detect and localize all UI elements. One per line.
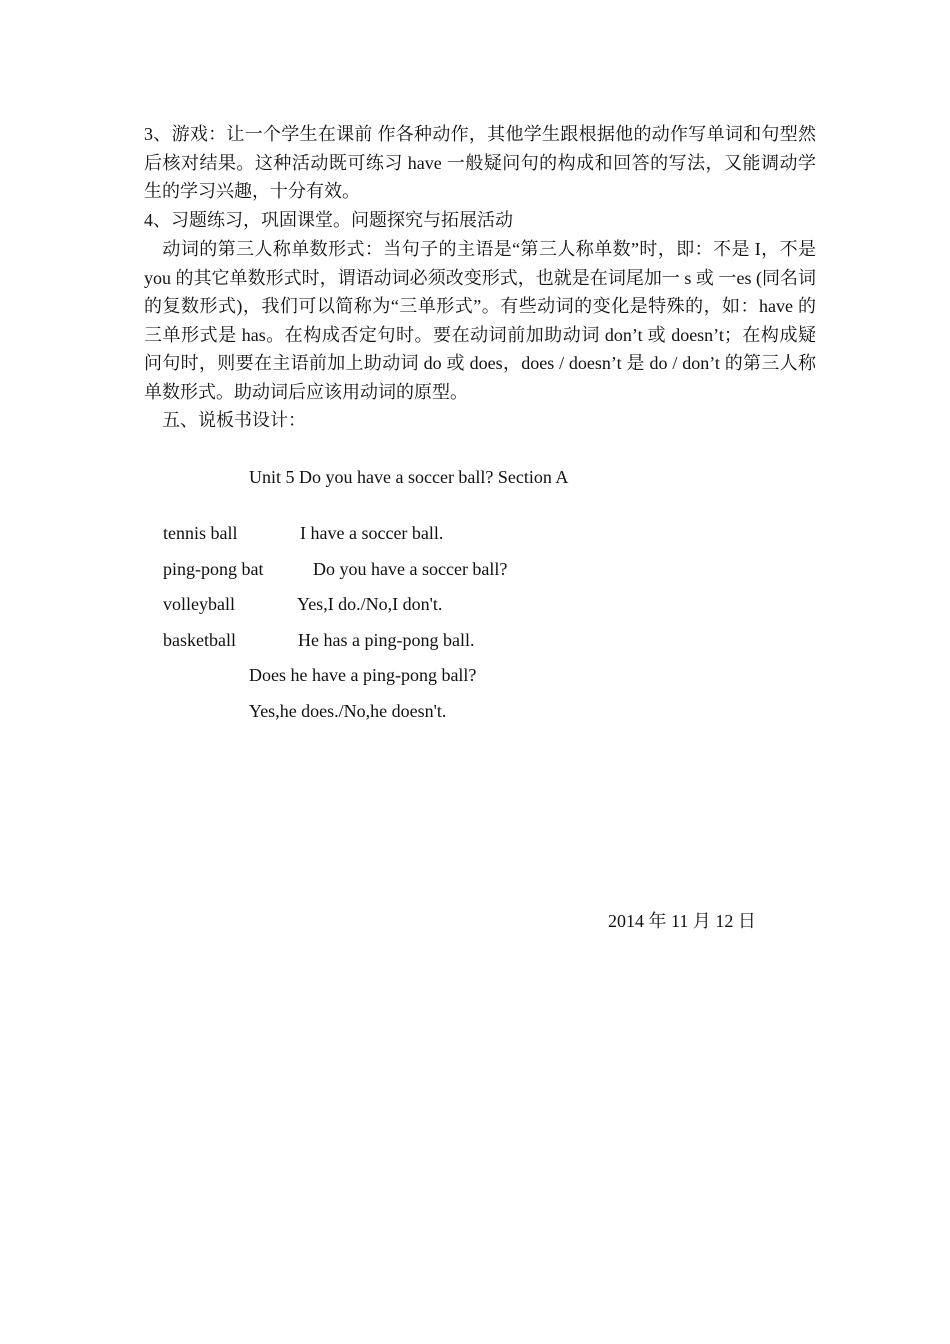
paragraph-game-activity: 3、游戏：让一个学生在课前 作各种动作，其他学生跟根据他的动作写单词和句型然后核对结果。这种活动既可练习 have 一般疑问句的构成和回答的写法，又能调动学生的学习兴趣，十分有效。 (144, 124, 816, 201)
board-sentence: Yes,he does./No,he doesn't. (249, 701, 447, 721)
board-sentence: Do you have a soccer ball? (313, 559, 508, 579)
vocab-item: ping-pong bat (163, 559, 264, 579)
board-sentence: Yes,I do./No,I don't. (297, 594, 443, 614)
paragraph-board-design-heading: 五、说板书设计： (144, 410, 306, 430)
vocab-item: volleyball (163, 594, 235, 614)
paragraph-third-person-singular: 动词的第三人称单数形式：当句子的主语是“第三人称单数”时，即：不是 I，不是 you 的其它单数形式时，谓语动词必须改变形式，也就是在词尾加一 s 或 一es (同名词的复数形式)，我们可以简称为“三单形式”。有些动词的变化是特殊的，如：have 的三单形式是 has。在构成否定句时。要在动词前加助动词 don’t 或 doesn’t；在构成疑问句时，则要在主语前加上助动词 do 或 does，does / doesn’t 是 do / don’t 的第三人称单数形式。助动词后应该用动词的原型。 (144, 239, 816, 402)
board-title: Unit 5 Do you have a soccer ball? Section A (249, 467, 569, 487)
board-sentence: Does he have a ping-pong ball? (249, 665, 477, 685)
paragraph-exercise: 4、习题练习，巩固课堂。问题探究与拓展活动 (144, 210, 513, 230)
document-date: 2014 年 11 月 12 日 (608, 911, 756, 931)
board-sentence: He has a ping-pong ball. (298, 630, 475, 650)
board-sentence: I have a soccer ball. (300, 523, 444, 543)
vocab-item: basketball (163, 630, 236, 650)
vocab-item: tennis ball (163, 523, 238, 543)
